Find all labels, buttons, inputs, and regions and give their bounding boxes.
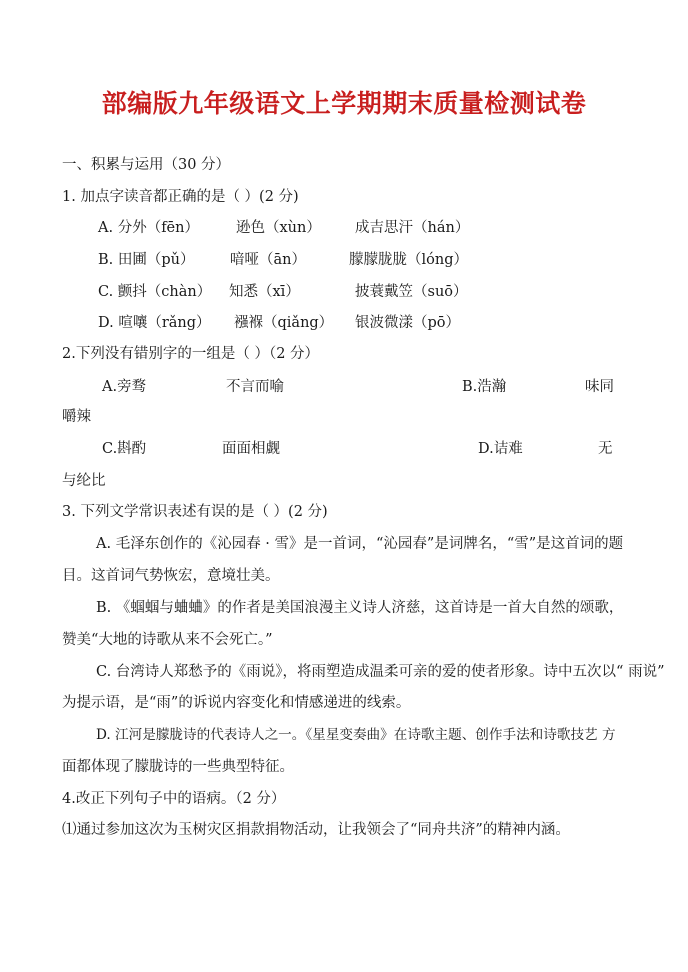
question-3-option-b-line-1: B. 《蝈蝈与蛐蛐》的作者是美国浪漫主义诗人济慈，这首诗是一首大自然的颂歌， [96, 600, 624, 616]
question-2-option-b: B.浩瀚 [462, 379, 507, 395]
question-2-option-b-word-cont: 嚼辣 [62, 409, 91, 425]
option-b-item-1: B. 田圃（pǔ） [98, 252, 195, 268]
option-c-item-3: 披蓑戴笠（suō） [355, 284, 468, 300]
question-2-option-d: D.诘难 [478, 441, 523, 457]
option-c-item-2: 知悉（xī） [229, 284, 300, 300]
question-2-option-a: A.旁骛 [102, 379, 147, 395]
question-2-option-c-word: 面面相觑 [222, 441, 280, 457]
option-c-item-1: C. 颤抖（chàn） [98, 284, 212, 300]
question-1-stem: 1. 加点字读音都正确的是（ ）(2 分) [62, 189, 299, 205]
option-d-item-1: D. 喧嚷（rǎng） [98, 315, 211, 331]
option-a-item-3: 成吉思汗（hán） [355, 220, 470, 236]
section-heading: 一、积累与运用（30 分） [62, 157, 231, 173]
question-2-option-d-word: 无 [598, 441, 613, 457]
option-d-item-3: 银波微漾（pō） [355, 315, 461, 331]
question-3-option-c-line-1: C. 台湾诗人郑愁予的《雨说》，将雨塑造成温柔可亲的爱的使者形象。诗中五次以“ 雨说” [96, 664, 665, 680]
option-b-item-2: 喑哑（ān） [230, 252, 306, 268]
page-title: 部编版九年级语文上学期期末质量检测试卷 [101, 89, 587, 118]
question-4-sentence-1: ⑴通过参加这次为玉树灾区捐款捐物活动，让我领会了“同舟共济”的精神内涵。 [62, 822, 570, 838]
question-3-option-c-line-2: 为提示语，是“雨”的诉说内容变化和情感递进的线索。 [62, 695, 411, 711]
question-2-option-b-word: 味同 [585, 379, 614, 395]
question-3-option-d-line-2: 面都体现了朦胧诗的一些典型特征。 [62, 759, 294, 775]
option-a-item-2: 逊色（xùn） [236, 220, 321, 236]
question-3-stem: 3. 下列文学常识表述有误的是（ ）(2 分) [62, 504, 328, 520]
question-2-option-a-word: 不言而喻 [226, 379, 284, 395]
question-2-stem: 2.下列没有错别字的一组是（ ）（2 分） [62, 346, 320, 362]
question-4-stem: 4.改正下列句子中的语病。（2 分） [62, 791, 286, 807]
question-2-option-d-word-cont: 与纶比 [62, 473, 106, 489]
question-3-option-a-line-2: 目。这首词气势恢宏，意境壮美。 [62, 568, 280, 584]
question-3-option-d-line-1: D. 江河是朦胧诗的代表诗人之一。《星星变奏曲》在诗歌主题、创作手法和诗歌技艺 方 [96, 727, 616, 743]
option-b-item-3: 朦朦胧胧（lóng） [349, 252, 468, 268]
question-2-option-c: C.斟酌 [102, 441, 147, 457]
option-a-item-1: A. 分外（fēn） [98, 220, 199, 236]
option-d-item-2: 襁褓（qiǎng） [234, 315, 334, 331]
question-3-option-a-line-1: A. 毛泽东创作的《沁园春 · 雪》是一首词，“沁园春”是词牌名，“雪”是这首词的题 [96, 536, 624, 552]
question-3-option-b-line-2: 赞美“大地的诗歌从来不会死亡。” [62, 632, 273, 648]
